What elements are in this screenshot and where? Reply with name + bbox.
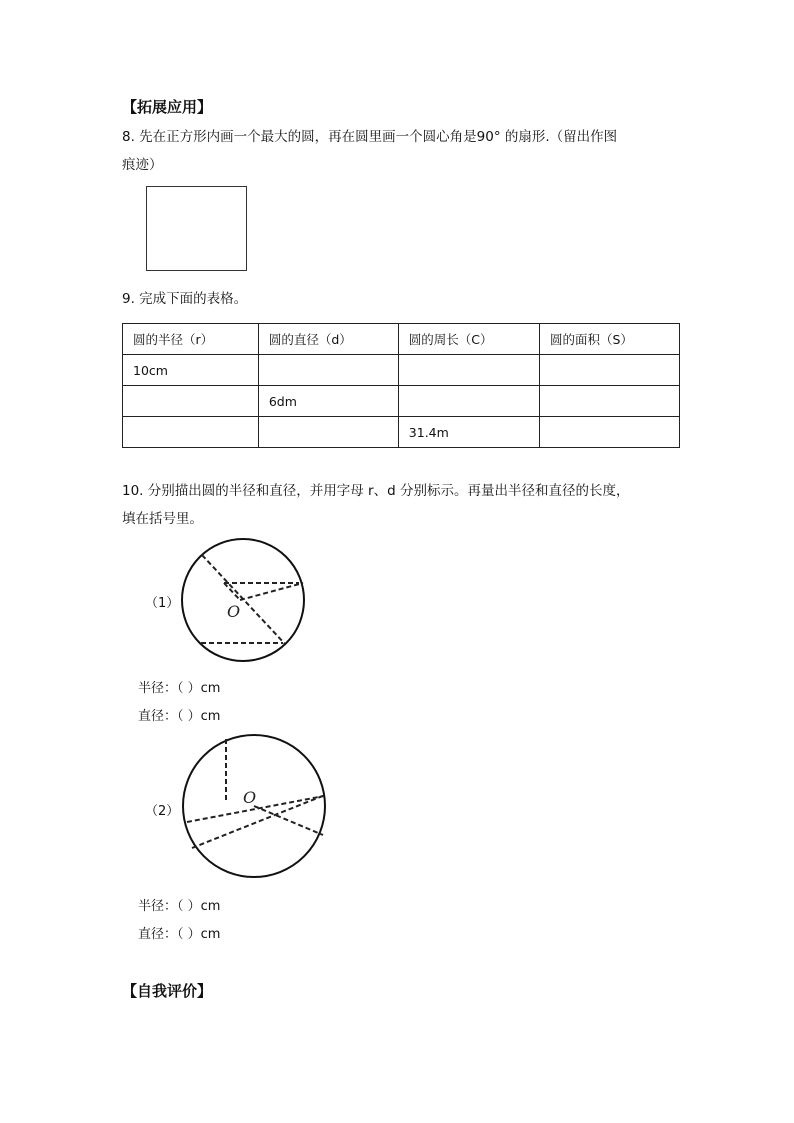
table-header-cell: 圆的周长（C）: [398, 324, 539, 355]
figure-1-diameter-answer[interactable]: 直径：（ ）cm: [138, 709, 221, 724]
circle-table: [122, 323, 680, 448]
table-cell: 31.4m: [398, 417, 539, 448]
table-header-cell: 圆的半径（r）: [123, 324, 259, 355]
figure-2-diameter-dashed-line: [192, 795, 325, 848]
figure-1-center-label: O: [227, 602, 241, 621]
question-8-line-1: 8. 先在正方形内画一个最大的圆，再在圆里画一个圆心角是90° 的扇形.（留出作图: [122, 129, 618, 145]
figure-1-radius-dashed-line: [240, 583, 303, 600]
table-header-row: [123, 324, 680, 355]
table-header-cell: 圆的面积（S）: [539, 324, 679, 355]
table-cell[interactable]: [258, 355, 398, 386]
question-10-line-1: 10. 分别描出圆的半径和直径，并用字母 r、d 分别标示。再量出半径和直径的长度，: [122, 483, 630, 499]
table-cell: 6dm: [258, 386, 398, 417]
table-cell[interactable]: [539, 417, 679, 448]
figure-2-center-label: O: [243, 788, 257, 807]
table-cell[interactable]: [258, 417, 398, 448]
figure-2-diameter-answer[interactable]: 直径：（ ）cm: [138, 927, 221, 942]
question-10-line-2: 填在括号里。: [122, 511, 203, 527]
table-cell[interactable]: [398, 386, 539, 417]
table-cell: 10cm: [123, 355, 259, 386]
self-evaluation-section-title: 【自我评价】: [122, 982, 213, 1000]
question-9-title: 9. 完成下面的表格。: [122, 291, 248, 307]
table-cell[interactable]: [398, 355, 539, 386]
table-row: [123, 386, 680, 417]
figure-1-radius-answer[interactable]: 半径：（ ）cm: [138, 681, 221, 696]
drawing-square: [146, 186, 247, 271]
figure-1-circle-diagram: [175, 533, 315, 667]
table-header-cell: 圆的直径（d）: [258, 324, 398, 355]
figure-2-radius-dashed-line: [254, 806, 323, 835]
table-cell[interactable]: [123, 386, 259, 417]
figure-2-radius-answer[interactable]: 半径：（ ）cm: [138, 899, 221, 914]
extension-section-title: 【拓展应用】: [122, 98, 213, 116]
table-cell[interactable]: [539, 386, 679, 417]
question-8-line-2: 痕迹）: [122, 157, 163, 173]
figure-2-label: （2）: [145, 804, 180, 819]
figure-1-label: （1）: [145, 596, 180, 611]
table-row: [123, 355, 680, 386]
table-cell[interactable]: [123, 417, 259, 448]
figure-2-circle-diagram: [175, 730, 335, 884]
table-cell[interactable]: [539, 355, 679, 386]
figure-1-connector-dashed-line: [224, 583, 240, 600]
table-row: [123, 417, 680, 448]
